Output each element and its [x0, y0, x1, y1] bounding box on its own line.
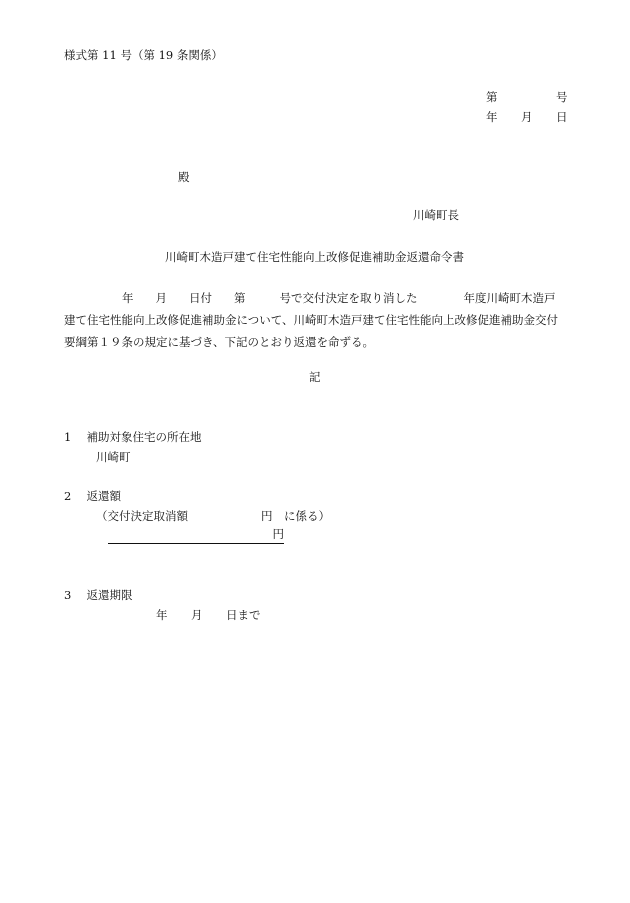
body-month: 月: [155, 291, 167, 305]
doc-number-prefix: 第: [486, 90, 498, 104]
doc-number-suffix: 号: [556, 90, 568, 104]
document-title: 川崎町木造戸建て住宅性能向上改修促進補助金返還命令書: [165, 250, 464, 264]
body-dai: 第: [234, 291, 246, 305]
body-fiscal-tail: 年度川崎町木造戸: [463, 291, 556, 305]
body-dated: 日付: [189, 291, 212, 305]
body-after-number: 号で交付決定を取り消した: [279, 291, 418, 305]
date-day: 日: [556, 110, 568, 124]
body-line-2: 建て住宅性能向上改修促進補助金について、川崎町木造戸建て住宅性能向上改修促進補助金交付: [64, 313, 559, 327]
date-year: 年: [486, 110, 498, 124]
item2-detail-yen: 円 に係る）: [261, 509, 330, 523]
item1-label: 1 補助対象住宅の所在地: [64, 430, 202, 444]
date-month: 月: [521, 110, 533, 124]
item2-label: 2 返還額: [64, 489, 121, 503]
return-amount-line: [108, 529, 284, 544]
deadline-year: 年: [156, 608, 168, 622]
return-amount-unit: 円: [272, 527, 284, 541]
body-paragraph: [64, 287, 574, 353]
form-label: 様式第 11 号（第 19 条関係）: [64, 48, 223, 62]
item1-value: 川崎町: [96, 450, 131, 464]
body-year: 年: [122, 291, 134, 305]
body-line-1: [64, 287, 574, 309]
addressee-suffix: 殿: [178, 170, 190, 184]
item2-detail-left: （交付決定取消額: [96, 509, 188, 523]
deadline-month: 月: [191, 608, 203, 622]
issuer: 川崎町長: [413, 208, 459, 222]
body-line-3: 要綱第１９条の規定に基づき、下記のとおり返還を命ずる。: [64, 335, 375, 349]
ki-heading: 記: [309, 370, 321, 384]
deadline-day: 日まで: [226, 608, 261, 622]
item3-label: 3 返還期限: [64, 588, 133, 602]
